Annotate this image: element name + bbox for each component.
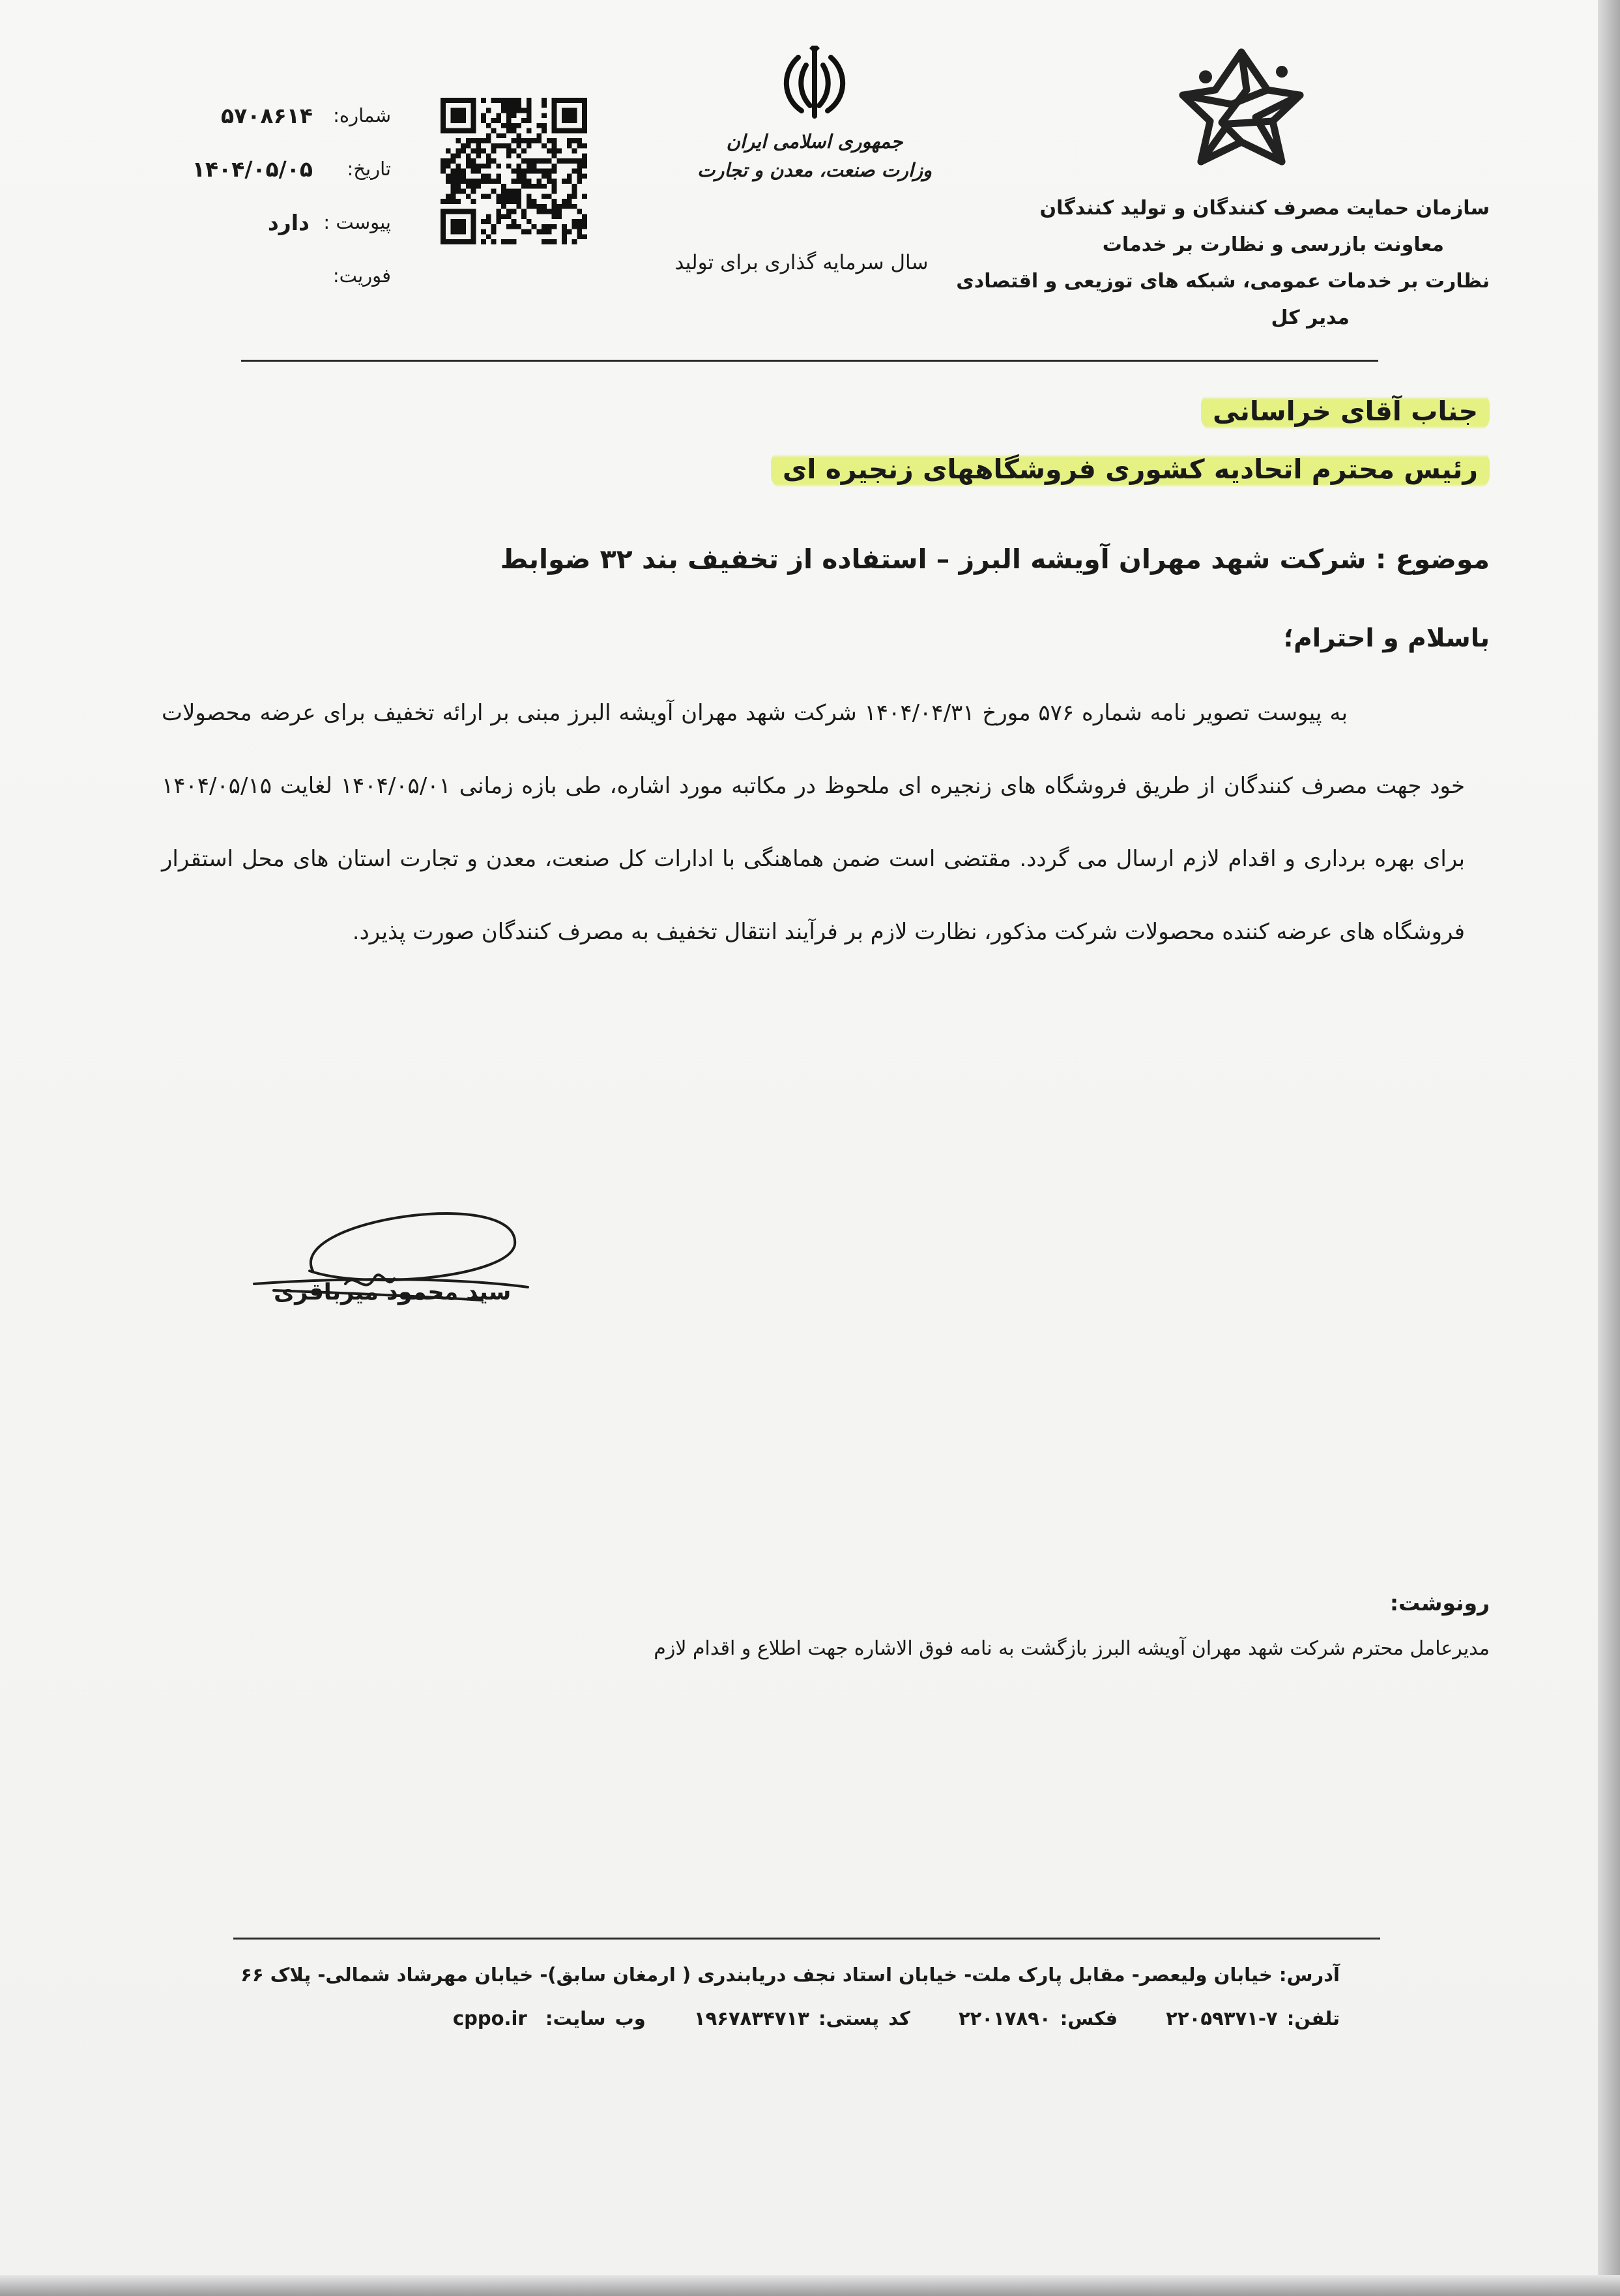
footer-website-label: وب سایت:: [545, 2007, 646, 2029]
header-divider: [241, 360, 1378, 362]
addressee-name: [1201, 396, 1490, 427]
number-label: شماره:: [333, 104, 391, 126]
addressee-name-text: جناب آقای خراسانی: [1201, 392, 1490, 431]
qr-code-icon: [441, 98, 587, 244]
director-title: مدیر کل: [1271, 306, 1350, 329]
iran-emblem-icon: [779, 46, 850, 123]
deputy-name: معاونت بازرسی و نظارت بر خدمات: [1102, 233, 1444, 256]
greeting: باسلام و احترام؛: [1283, 624, 1490, 653]
footer-divider: [233, 1938, 1380, 1940]
scan-edge: [1598, 0, 1620, 2296]
letter-body: به پیوست تصویر نامه شماره ۵۷۶ مورخ ۱۴۰۴/۰۴/۳۱ شرکت شهد مهران آویشه البرز مبنی بر ارائه تخفیف برای عرضه محصولات خود جهت مصرف کنندگان از طریق فروشگاه های زنجیره ای ملحوظ در مکاتبه مورد اشاره، طی بازه زمانی ۱۴۰۴/۰۵/۰۱ لغایت ۱۴۰۴/۰۵/۱۵ برای بهره برداری و اقدام لازم ارسال می گردد. مقتضی است ضمن هماهنگی با ادارات کل صنعت، معدن و تجارت استان های محل استقرار فروشگاه های عرضه کننده محصولات شرکت مذکور، نظارت لازم بر فرآیند انتقال تخفیف به مصرف کنندگان صورت پذیرد.: [162, 700, 1465, 945]
urgency-label: فوریت:: [332, 265, 391, 287]
attachment-value: دارد: [267, 210, 310, 235]
letter-meta: [156, 104, 391, 318]
attachment-label: پیوست :: [323, 211, 391, 233]
addressee-title: [771, 454, 1490, 485]
ministry-name: وزارت صنعت، معدن و تجارت: [697, 159, 932, 181]
letter-date: ۱۴۰۴/۰۵/۰۵: [192, 156, 313, 182]
cc-title: رونوشت:: [1389, 1590, 1490, 1616]
scan-edge: [0, 2275, 1620, 2296]
cc-text: مدیرعامل محترم شرکت شهد مهران آویشه البرز بازگشت به نامه فوق الاشاره جهت اطلاع و اقدام لازم: [654, 1637, 1490, 1660]
department-name: نظارت بر خدمات عمومی، شبکه های توزیعی و اقتصادی: [956, 270, 1490, 293]
footer-fax: فکس: ۲۲۰۱۷۸۹۰: [958, 2007, 1118, 2029]
date-label: تاریخ:: [347, 158, 391, 180]
footer-phone: تلفن: ۷-۲۲۰۵۹۳۷۱: [1166, 2007, 1340, 2029]
organization-name: سازمان حمایت مصرف کنندگان و تولید کنندگان: [1039, 197, 1490, 220]
footer-contact: [453, 2007, 1340, 2029]
footer-website[interactable]: cppo.ir: [452, 2007, 527, 2029]
footer-website-group: [453, 2007, 646, 2029]
letter-number: ۵۷۰۸۶۱۴: [221, 103, 313, 128]
ministry-header: [691, 127, 938, 184]
signatory-name: سید محمود میرباقری: [274, 1279, 512, 1305]
footer-address: آدرس: خیابان ولیعصر- مقابل پارک ملت- خیابان استاد نجف دریابندری ( ارمغان سابق)- خیابان مهرشاد شمالی- پلاک ۶۶: [240, 1964, 1340, 1986]
country-name: جمهوری اسلامی ایران: [726, 130, 903, 153]
organization-logo-icon: [1170, 44, 1313, 175]
year-slogan: سال سرمایه گذاری برای تولید: [674, 251, 929, 274]
footer-postal-code: کد پستی: ۱۹۶۷۸۳۴۷۱۳: [693, 2007, 910, 2029]
letter-subject: موضوع : شرکت شهد مهران آویشه البرز – استفاده از تخفیف بند ۳۲ ضوابط: [500, 544, 1490, 575]
organization-header: [956, 190, 1490, 336]
addressee-title-text: رئیس محترم اتحادیه کشوری فروشگاههای زنجیره ای: [771, 450, 1490, 489]
